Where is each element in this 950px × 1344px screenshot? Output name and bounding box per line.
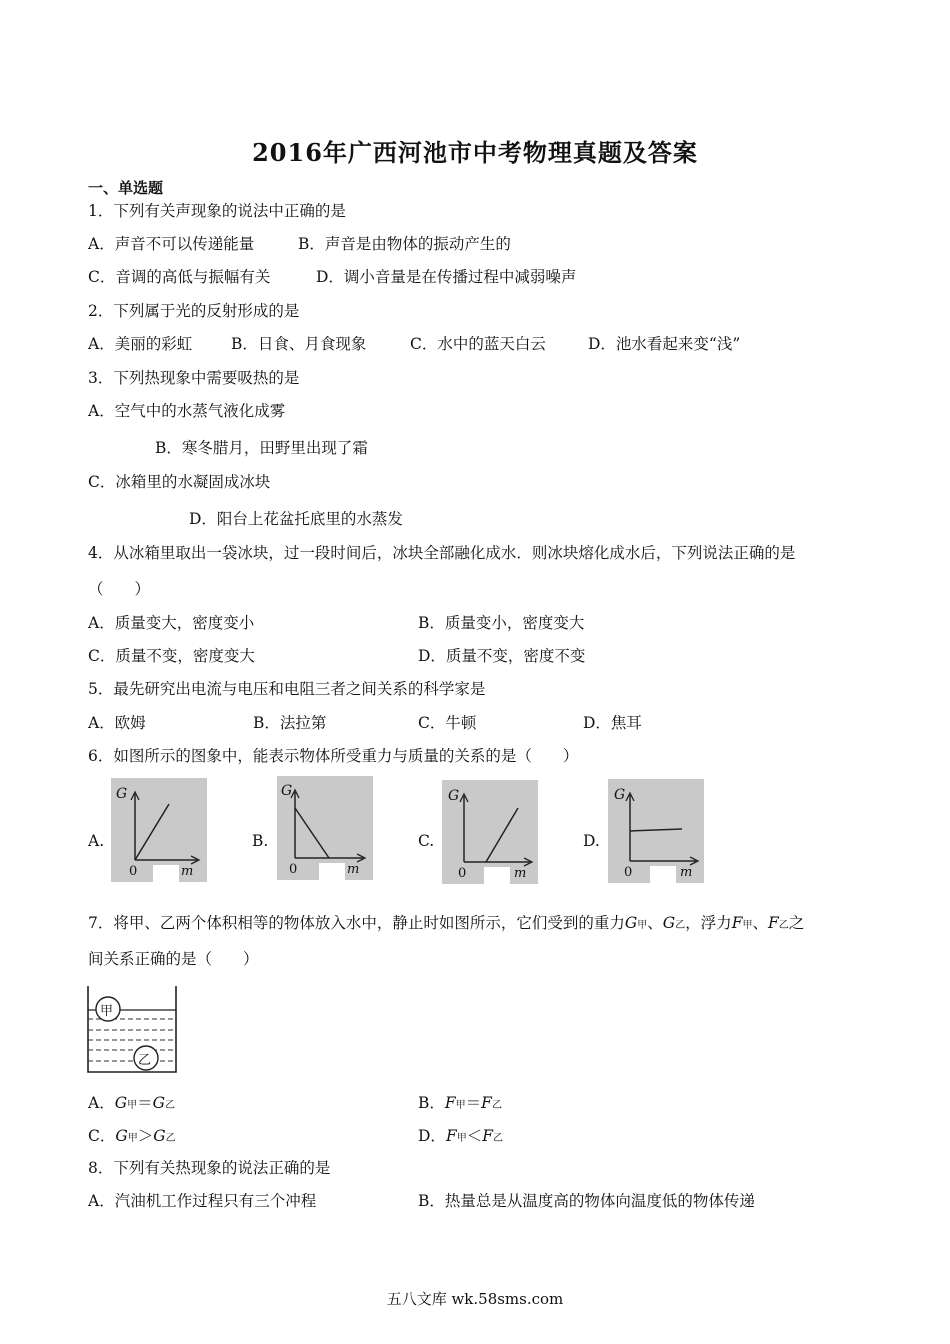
graph-a-line [135, 804, 169, 860]
q6-label-d: D. [583, 832, 600, 850]
q2-option-d: D．池水看起来变“浅” [588, 335, 741, 353]
q4-option-b: B．质量变小，密度变大 [418, 614, 585, 632]
q3-option-c: C．冰箱里的水凝固成冰块 [88, 473, 271, 491]
section-heading: 一、单选题 [88, 179, 164, 197]
q1-option-b: B．声音是由物体的振动产生的 [298, 235, 511, 253]
graph-a-axis-x: m [181, 864, 194, 879]
q2-option-a: A．美丽的彩虹 [88, 335, 193, 353]
q7-stem-line2: 间关系正确的是（ ） [88, 950, 259, 968]
q8-option-b: B．热量总是从温度高的物体向温度低的物体传递 [418, 1192, 755, 1210]
q5-option-c: C．牛顿 [418, 714, 477, 732]
q5-option-b: B．法拉第 [253, 714, 327, 732]
graph-d-line [630, 829, 682, 831]
graph-d-axis-x: m [680, 865, 693, 880]
q8-option-a: A．汽油机工作过程只有三个冲程 [88, 1192, 317, 1210]
q8-stem: 8．下列有关热现象的说法正确的是 [88, 1159, 331, 1177]
q6-label-a: A. [88, 832, 105, 850]
q1-option-d: D．调小音量是在传播过程中减弱噪声 [316, 268, 577, 286]
q4-option-d: D．质量不变，密度不变 [418, 647, 586, 665]
q6-stem: 6．如图所示的图象中，能表示物体所受重力与质量的关系的是（ ） [88, 747, 579, 765]
q3-option-a: A．空气中的水蒸气液化成雾 [88, 402, 286, 420]
yi-label: 乙 [138, 1053, 152, 1068]
jia-label: 甲 [100, 1004, 114, 1019]
q7-option-d: D．F甲＜F乙 [418, 1127, 503, 1145]
graph-c-line [486, 808, 518, 862]
graph-b-axis-x: m [347, 862, 360, 877]
q7-option-b: B．F甲＝F乙 [418, 1094, 502, 1112]
graph-d [608, 779, 704, 883]
q4-option-c: C．质量不变，密度变大 [88, 647, 255, 665]
graph-a-origin: 0 [129, 864, 138, 879]
graph-d-origin: 0 [624, 865, 633, 880]
q5-option-a: A．欧姆 [88, 714, 146, 732]
q2-option-b: B．日食、月食现象 [231, 335, 367, 353]
q4-stem: 4．从冰箱里取出一袋冰块，过一段时间后，冰块全部融化成水．则冰块熔化成水后，下列说法正确的是 [88, 544, 796, 562]
q6-label-b: B. [252, 832, 269, 850]
page-title: 2016年广西河池市中考物理真题及答案 [252, 138, 698, 167]
graph-a [111, 778, 207, 882]
q2-option-c: C．水中的蓝天白云 [410, 335, 546, 353]
graph-c [442, 780, 538, 884]
q6-label-c: C. [418, 832, 435, 850]
graph-c-origin: 0 [458, 866, 467, 881]
graph-c-axis-x: m [514, 866, 527, 881]
footer-watermark: 五八文库 wk.58sms.com [386, 1290, 564, 1308]
q7-stem: 7．将甲、乙两个体积相等的物体放入水中，静止时如图所示，它们受到的重力G甲、G乙，浮力F甲、F乙之 [88, 914, 805, 932]
graph-d-axis-y: G [614, 787, 626, 803]
q7-figure [86, 984, 178, 1076]
graph-c-axis-y: G [448, 788, 460, 804]
q3-option-d: D．阳台上花盆托底里的水蒸发 [189, 510, 403, 528]
q2-stem: 2．下列属于光的反射形成的是 [88, 302, 300, 320]
graph-b [277, 776, 373, 880]
q7-option-c: C．G甲＞G乙 [88, 1127, 176, 1145]
graph-b-line [295, 808, 329, 858]
graph-b-axis-y: G [281, 783, 293, 799]
graph-b-origin: 0 [289, 862, 298, 877]
q1-stem: 1．下列有关声现象的说法中正确的是 [88, 202, 346, 220]
q5-stem: 5．最先研究出电流与电压和电阻三者之间关系的科学家是 [88, 680, 486, 698]
q4-paren: （ ） [88, 580, 151, 598]
q1-option-c: C．音调的高低与振幅有关 [88, 268, 271, 286]
q4-option-a: A．质量变大，密度变小 [88, 614, 255, 632]
q1-option-a: A．声音不可以传递能量 [88, 235, 255, 253]
q3-stem: 3．下列热现象中需要吸热的是 [88, 369, 300, 387]
graph-a-axis-y: G [116, 786, 128, 802]
q7-option-a: A．G甲＝G乙 [88, 1094, 175, 1112]
q3-option-b: B．寒冬腊月，田野里出现了霜 [155, 439, 368, 457]
q5-option-d: D．焦耳 [583, 714, 642, 732]
